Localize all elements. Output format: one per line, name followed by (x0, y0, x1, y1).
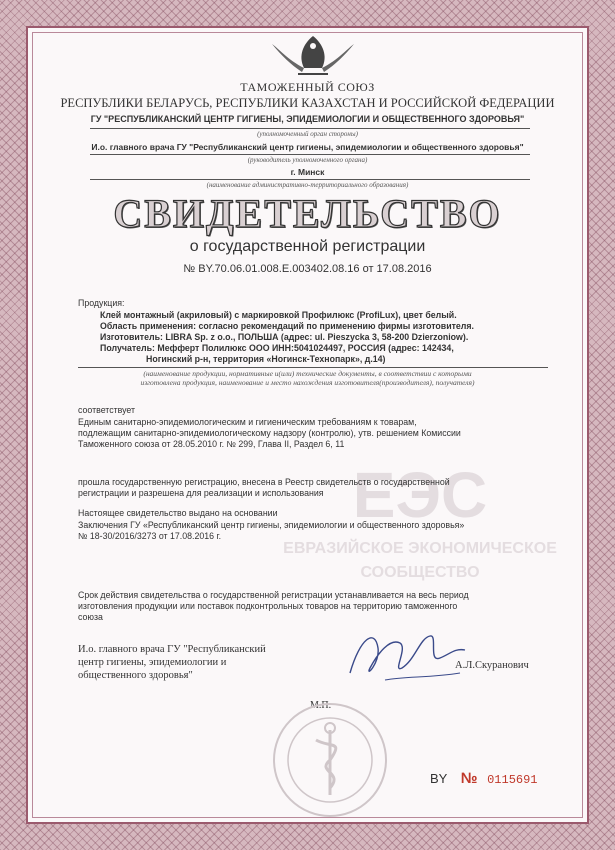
watermark-line-2: ЕВРАЗИЙСКОЕ ЭКОНОМИЧЕСКОЕ (283, 540, 557, 557)
form-serial-number (430, 770, 538, 787)
compliance-line-1: Единым санитарно-эпидемиологическим и гигиеническим требованиям к товарам, (78, 417, 417, 427)
serial-number: 0115691 (487, 773, 538, 787)
signatory-title (78, 643, 266, 682)
watermark-logo: ЕЭС (352, 459, 488, 531)
acting-caption: (руководитель уполномоченного органа) (247, 156, 368, 164)
organization-caption: (уполномоченный орган стороны) (257, 130, 358, 138)
stamp-label: М.П. (310, 700, 332, 711)
basis-line-2: № 18-30/2016/3273 от 17.08.2016 г. (78, 531, 222, 541)
acting-head: И.о. главного врача ГУ "Республиканский центр гигиены, эпидемиологии и общественного здоровья" (91, 142, 524, 152)
product-caption-1: (наименование продукции, нормативные и(или) технические документы, в соответствии с которыми (143, 369, 472, 378)
certificate-subtitle: о государственной регистрации (189, 238, 426, 255)
compliance-label: соответствует (78, 405, 136, 415)
watermark-line-3: СООБЩЕСТВО (360, 564, 480, 581)
city: г. Минск (290, 167, 325, 177)
organization-name: ГУ "РЕСПУБЛИКАНСКИЙ ЦЕНТР ГИГИЕНЫ, ЭПИДЕМИОЛОГИИ И ОБЩЕСТВЕННОГО ЗДОРОВЬЯ" (90, 114, 525, 124)
divider (90, 179, 530, 180)
compliance-line-3: Таможенного союза от 28.05.2010 г. № 299, Глава II, Раздел 6, 11 (78, 439, 345, 449)
product-caption-2: изготовлена продукция, наименование и место нахождения изготовителя(производителя), получателя) (140, 378, 475, 387)
manufacturer-line: Изготовитель: LIBRA Sp. z o.o., ПОЛЬША (адрес: ul. Pieszycka 3, 58-200 Dzierzoniow). (100, 332, 469, 342)
registration-line-2: регистрации и разрешена для реализации и использования (78, 488, 324, 498)
basis-label: Настоящее свидетельство выдано на основании (78, 508, 278, 518)
customs-union-emblem-icon (268, 30, 358, 78)
divider (90, 128, 530, 129)
official-seal-icon (270, 700, 390, 820)
divider (90, 154, 530, 155)
signature (330, 618, 480, 698)
product-label: Продукция: (78, 298, 125, 308)
registration-line-1: прошла государственную регистрацию, внесена в Реестр свидетельств о государственной (78, 477, 450, 487)
recipient-address-line: Ногинский р-н, территория «Ногинск-Технопарк», д.14) (146, 354, 386, 364)
recipient-line: Получатель: Мефферт Полилюкс ООО ИНН:5041024497, РОССИЯ (адрес: 142434, (100, 343, 454, 353)
validity-line-1: Срок действия свидетельства о государственной регистрации устанавливается на весь период (78, 590, 469, 600)
signatory-line-2: центр гигиены, эпидемиологии и (78, 657, 227, 668)
union-title: ТАМОЖЕННЫЙ СОЮЗ (240, 80, 375, 94)
validity-line-2: изготовления продукции или поставок подконтрольных товаров на территорию таможенного (78, 601, 458, 611)
signatory-line-3: общественного здоровья" (78, 670, 193, 681)
signatory-line-1: И.о. главного врача ГУ "Республиканский (78, 644, 266, 655)
city-caption: (наименование административно-территориального образования) (206, 181, 409, 189)
certificate-title: СВИДЕТЕЛЬСТВО (113, 191, 502, 236)
application-line: Область применения: согласно рекомендаций по применению фирмы изготовителя. (100, 321, 474, 331)
product-line: Клей монтажный (акриловый) с маркировкой Профилюкс (ProfiLux), цвет белый. (100, 310, 457, 320)
validity-line-3: союза (78, 612, 103, 622)
number-symbol: № (460, 770, 478, 787)
compliance-line-2: подлежащим санитарно-эпидемиологическому надзору (контролю), утв. решением Комиссии (78, 428, 461, 438)
certificate-number: № BY.70.06.01.008.Е.003402.08.16 от 17.08.2016 (183, 263, 432, 275)
country-code: BY (430, 771, 448, 786)
basis-line-1: Заключения ГУ «Республиканский центр гигиены, эпидемиологии и общественного здоровья» (78, 520, 465, 530)
republics-title: РЕСПУБЛИКИ БЕЛАРУСЬ, РЕСПУБЛИКИ КАЗАХСТАН И РОССИЙСКОЙ ФЕДЕРАЦИИ (60, 96, 555, 110)
divider (78, 367, 548, 368)
signatory-name: А.Л.Скуранович (455, 660, 529, 671)
